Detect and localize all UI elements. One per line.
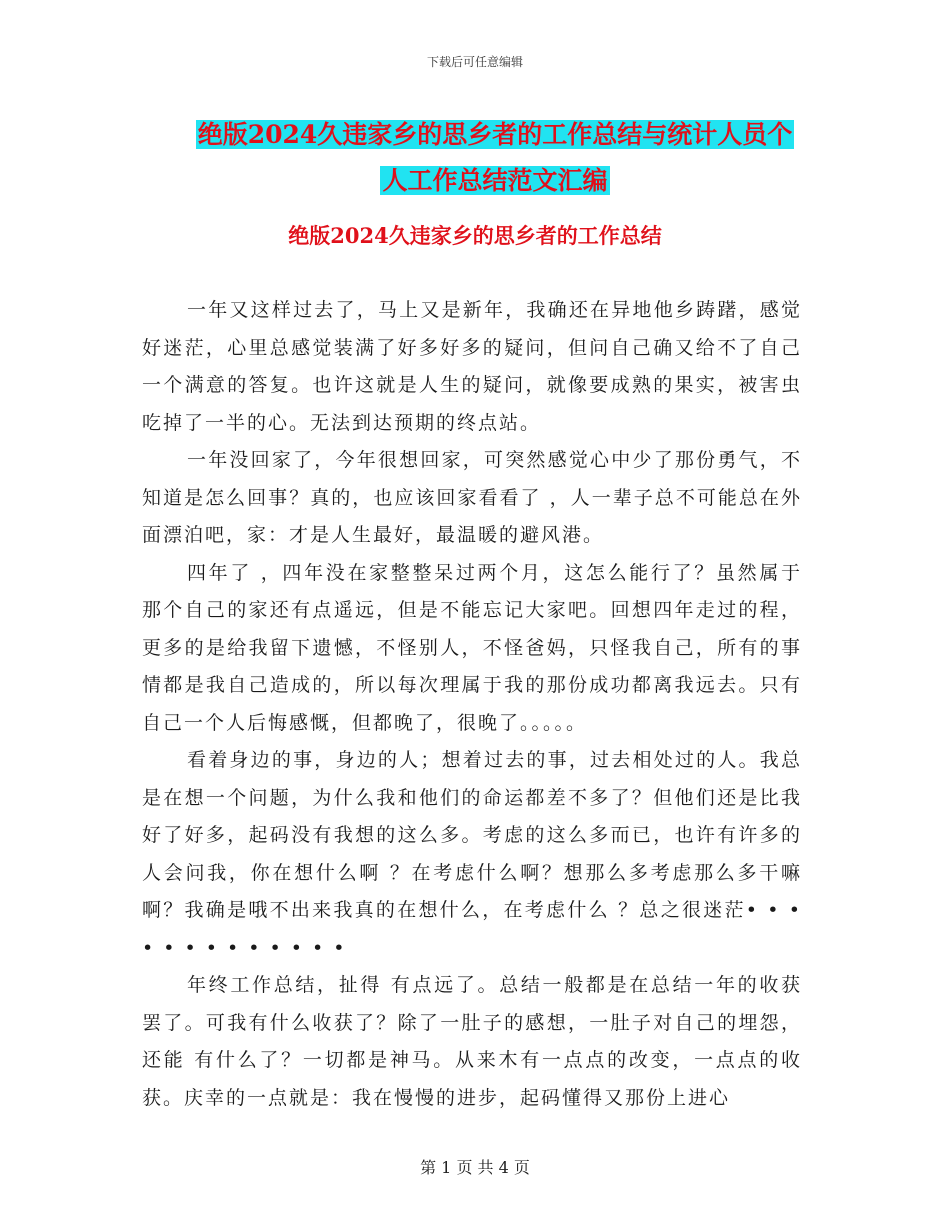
body-text — [142, 292, 802, 1117]
paragraph: 年终工作总结，扯得 有点远了。总结一般都是在总结一年的收获罢了。可我有什么收获了？除了一肚子的感想，一肚子对自己的埋怨，还能 有什么了？一切都是神马。从来木有一点点的改变，一点点的收获。庆幸的一点就是：我在慢慢的进步，起码懂得又那份上进心 — [142, 974, 802, 1109]
paragraph: 一年没回家了，今年很想回家，可突然感觉心中少了那份勇气，不知道是怎么回事？真的，也应该回家看看了 ，人一辈子总不可能总在外面漂泊吧，家：才是人生最好，最温暖的避风港。 — [142, 449, 802, 546]
title-line-1: 绝版2024久违家乡的思乡者的工作总结与统计人员个 — [197, 120, 793, 149]
section-title: 绝版2024久违家乡的思乡者的工作总结 — [288, 223, 662, 248]
paragraph: 四年了 ，四年没在家整整呆过两个月，这怎么能行了？虽然属于那个自己的家还有点遥远，但是不能忘记大家吧。回想四年走过的程，更多的是给我留下遗憾，不怪别人，不怪爸妈，只怪我自己，所有的事情都是我自己造成的，所以每次理属于我的那份成功都离我远去。只有自己一个人后悔感慨，但都晚了，很晚了。。。。。 — [142, 561, 802, 734]
document-title — [150, 112, 840, 204]
paragraph: 看着身边的事，身边的人；想着过去的事，过去相处过的人。我总是在想一个问题，为什么我和他们的命运都差不多了？但他们还是比我好了好多，起码没有我想的这么多。考虑的这么多而已，也许有许多的人会问我，你在想什么啊 ？在考虑什么啊？想那么多考虑那么多干嘛啊？我确是哦不出来我真的在想什么，在考虑什么 ？总之很迷茫• • • • • • • • • • • • • — [142, 749, 802, 959]
page-footer: 第 1 页 共 4 页 — [420, 1158, 530, 1177]
header-note: 下载后可任意编辑 — [426, 55, 523, 69]
title-line-2: 人工作总结范文汇编 — [382, 166, 608, 195]
paragraph: 一年又这样过去了，马上又是新年，我确还在异地他乡踌躇，感觉好迷茫，心里总感觉装满了好多好多的疑问，但问自己确又给不了自己一个满意的答复。也许这就是人生的疑问，就像要成熟的果实，被害虫吃掉了一半的心。无法到达预期的终点站。 — [142, 299, 802, 434]
